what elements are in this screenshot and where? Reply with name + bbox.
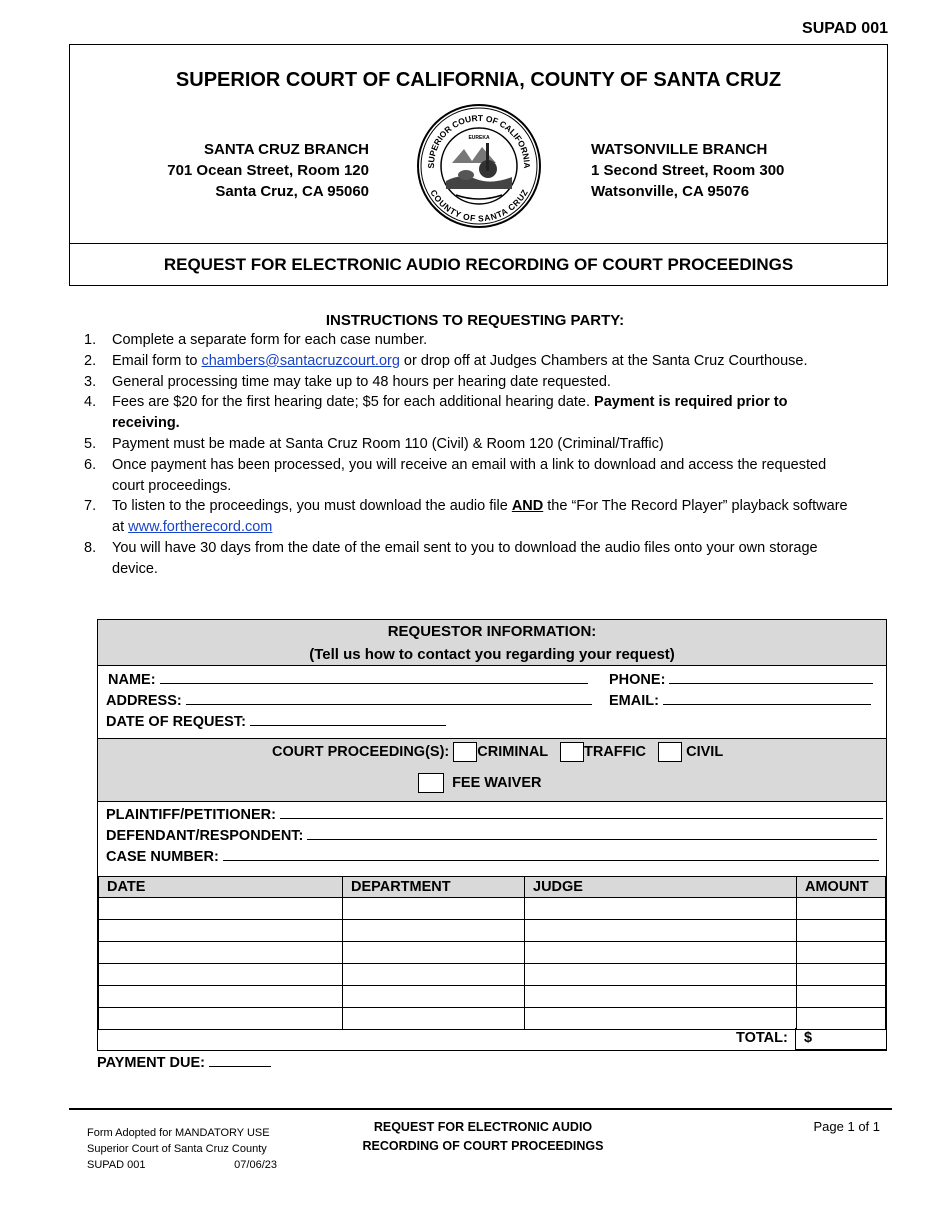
phone-field[interactable]: PHONE:: [609, 669, 873, 688]
footer-adopted: Form Adopted for MANDATORY USE: [87, 1127, 270, 1139]
amount-cell[interactable]: [797, 920, 886, 942]
amount-cell[interactable]: [797, 942, 886, 964]
table-row: [99, 986, 886, 1008]
amount-cell[interactable]: [797, 964, 886, 986]
santa-cruz-branch: [167, 139, 369, 202]
header-box: [69, 44, 888, 286]
column-department: DEPARTMENT: [343, 877, 525, 898]
list-item: 5. Payment must be made at Santa Cruz Room 110 (Civil) & Room 120 (Criminal/Traffic): [84, 435, 664, 452]
list-item: 7. To listen to the proceedings, you must download the audio file AND the “For The Record Player” playback software at www.fortherecord.com: [84, 498, 848, 536]
list-item: 1. Complete a separate form for each case number.: [84, 332, 428, 348]
court-title: SUPERIOR COURT OF CALIFORNIA, COUNTY OF SANTA CRUZ: [175, 69, 782, 91]
list-item: 6. Once payment has been processed, you will receive an email with a link to download and access the requested court proceedings.: [84, 456, 827, 494]
total-amount-field[interactable]: [795, 1028, 887, 1050]
footer-code: SUPAD 001: [87, 1159, 146, 1171]
list-item: 2. Email form to chambers@santacruzcourt.org or drop off at Judges Chambers at the Santa Cruz Courthouse.: [84, 352, 808, 369]
branch-city: Santa Cruz, CA 95060: [215, 183, 369, 200]
branch-name: WATSONVILLE BRANCH: [591, 141, 768, 158]
civil-label: CIVIL: [686, 744, 724, 760]
table-row: [99, 920, 886, 942]
requestor-subtitle: (Tell us how to contact you regarding your request): [309, 646, 675, 663]
traffic-label: TRAFFIC: [583, 744, 646, 760]
hearing-table: [98, 876, 886, 1030]
department-cell[interactable]: [343, 1008, 525, 1030]
list-item: 8. You will have 30 days from the date of the email sent to you to download the audio files onto your own storage device.: [84, 539, 818, 577]
civil-checkbox[interactable]: [658, 742, 682, 762]
currency-symbol: $: [804, 1030, 813, 1046]
footer-court: Superior Court of Santa Cruz County: [87, 1143, 267, 1155]
requestor-header: [98, 620, 886, 666]
case-number-field[interactable]: CASE NUMBER:: [106, 846, 879, 865]
department-cell[interactable]: [343, 964, 525, 986]
fee-waiver-row: [418, 772, 542, 794]
department-cell[interactable]: [343, 986, 525, 1008]
footer-date: 07/06/23: [234, 1159, 277, 1171]
table-row: [99, 964, 886, 986]
fortherecord-link[interactable]: www.fortherecord.com: [128, 519, 273, 536]
email-field[interactable]: EMAIL:: [609, 690, 871, 709]
branch-address: 1 Second Street, Room 300: [591, 162, 785, 179]
instructions-list: [84, 330, 854, 580]
requestor-fields: [98, 666, 886, 739]
table-row: [99, 1008, 886, 1030]
proceedings-row: [272, 741, 723, 763]
judge-cell[interactable]: [525, 942, 797, 964]
branch-city: Watsonville, CA 95076: [591, 183, 750, 200]
page-number: Page 1 of 1: [813, 1119, 880, 1134]
seal-top-text: SUPERIOR COURT OF CALIFORNIA: [425, 112, 533, 169]
header-divider: [70, 243, 887, 244]
watsonville-branch: [591, 139, 784, 202]
plaintiff-field[interactable]: PLAINTIFF/PETITIONER:: [106, 804, 883, 823]
court-seal-icon: [416, 103, 542, 229]
criminal-checkbox[interactable]: [453, 742, 477, 762]
date-cell[interactable]: [99, 920, 343, 942]
branch-address: 701 Ocean Street, Room 120: [167, 162, 369, 179]
judge-cell[interactable]: [525, 1008, 797, 1030]
department-cell[interactable]: [343, 942, 525, 964]
address-field[interactable]: ADDRESS:: [106, 690, 592, 709]
case-section: [98, 802, 886, 876]
column-judge: JUDGE: [525, 877, 797, 898]
amount-cell[interactable]: [797, 986, 886, 1008]
column-date: DATE: [99, 877, 343, 898]
traffic-checkbox[interactable]: [560, 742, 584, 762]
amount-cell[interactable]: [797, 1008, 886, 1030]
column-amount: AMOUNT: [797, 877, 886, 898]
table-row: [99, 942, 886, 964]
list-item: 4. Fees are $20 for the first hearing date; $5 for each additional hearing date. Payment is required prior to receiving.: [84, 394, 788, 432]
instructions-title: INSTRUCTIONS TO REQUESTING PARTY:: [325, 312, 625, 329]
form-code: SUPAD 001: [802, 20, 888, 37]
total-label: TOTAL:: [736, 1030, 788, 1046]
judge-cell[interactable]: [525, 964, 797, 986]
date-cell[interactable]: [99, 1008, 343, 1030]
amount-cell[interactable]: [797, 898, 886, 920]
form-title: REQUEST FOR ELECTRONIC AUDIO RECORDING OF COURT PROCEEDINGS: [163, 255, 794, 274]
department-cell[interactable]: [343, 898, 525, 920]
requestor-title: REQUESTOR INFORMATION:: [387, 623, 597, 640]
name-field[interactable]: NAME:: [108, 669, 588, 688]
table-row: [99, 898, 886, 920]
proceedings-label: COURT PROCEEDING(S):: [272, 744, 450, 760]
footer-title: REQUEST FOR ELECTRONIC AUDIO RECORDING OF COURT PROCEEDINGS: [362, 1120, 604, 1153]
date-cell[interactable]: [99, 986, 343, 1008]
branch-name: SANTA CRUZ BRANCH: [204, 141, 369, 158]
request-form-table: [97, 619, 887, 1051]
footer-rule: [69, 1108, 892, 1110]
seal-motto: EUREKA: [468, 135, 490, 141]
date-cell[interactable]: [99, 942, 343, 964]
date-cell[interactable]: [99, 898, 343, 920]
payment-due-field[interactable]: PAYMENT DUE:: [97, 1052, 271, 1071]
fee-waiver-checkbox[interactable]: [418, 773, 444, 793]
judge-cell[interactable]: [525, 898, 797, 920]
date-cell[interactable]: [99, 964, 343, 986]
defendant-field[interactable]: DEFENDANT/RESPONDENT:: [106, 825, 877, 844]
date-of-request-field[interactable]: DATE OF REQUEST:: [106, 711, 446, 730]
department-cell[interactable]: [343, 920, 525, 942]
email-link[interactable]: chambers@santacruzcourt.org: [201, 352, 400, 369]
list-item: 3. General processing time may take up to 48 hours per hearing date requested.: [84, 373, 611, 390]
footer-left: [87, 1125, 277, 1173]
table-header-row: [99, 877, 886, 898]
proceedings-section: [98, 739, 886, 802]
seal-bottom-text: COUNTY OF SANTA CRUZ: [428, 187, 530, 224]
judge-cell[interactable]: [525, 920, 797, 942]
judge-cell[interactable]: [525, 986, 797, 1008]
criminal-label: CRIMINAL: [477, 744, 548, 760]
fee-waiver-label: FEE WAIVER: [452, 775, 542, 791]
